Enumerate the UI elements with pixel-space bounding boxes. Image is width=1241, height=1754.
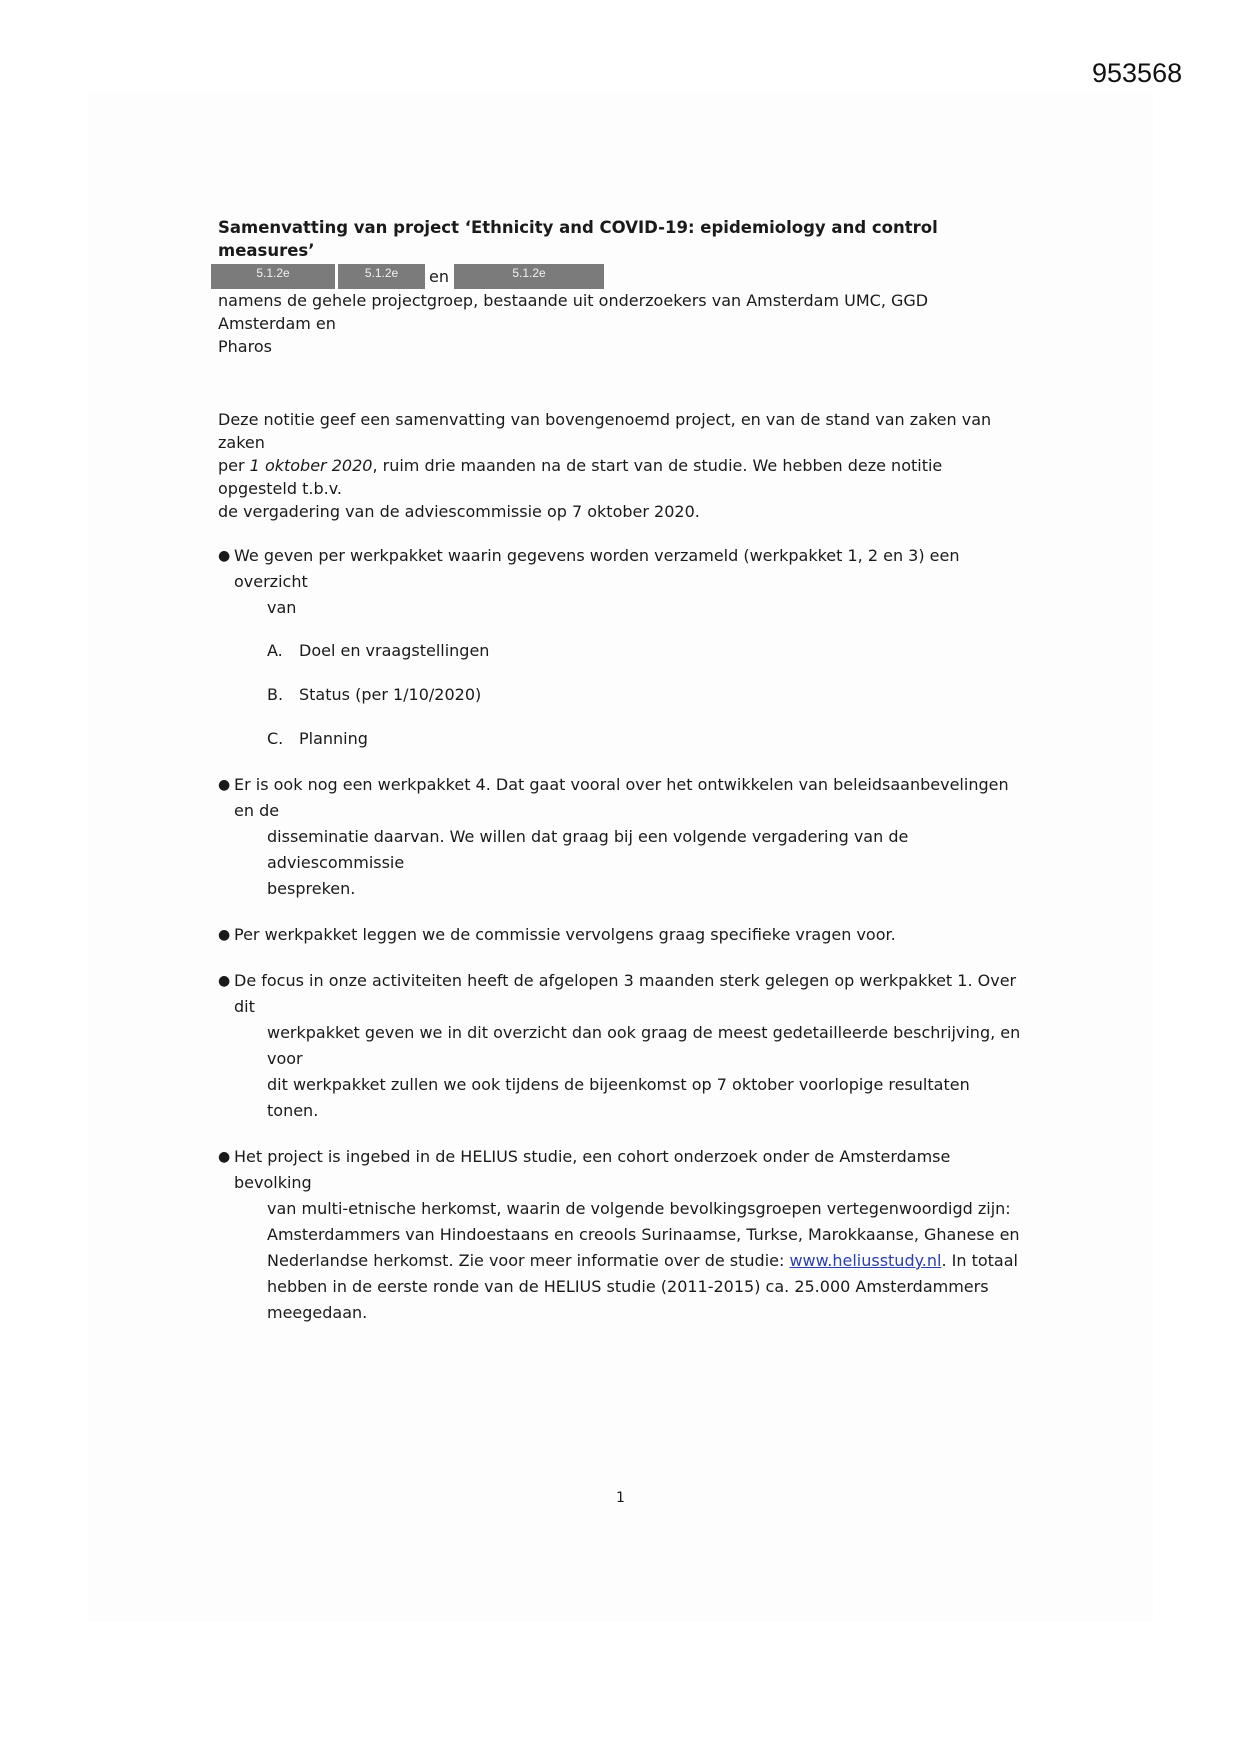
bullet-icon: ● <box>218 777 231 793</box>
document-title: Samenvatting van project ‘Ethnicity and COVID-19: epidemiology and control measures’ <box>218 218 938 260</box>
redaction-connector: en <box>429 267 449 286</box>
intro-paragraph: Deze notitie geef een samenvatting van bovengenoemd project, en van de stand van zaken van zaken per 1 oktober 2020, ruim drie maanden na de start van de studie. We hebben deze notitie opgesteld t.b.v. de vergadering van de adviescommissie op 7 oktober 2020. <box>218 410 992 521</box>
page-number: 1 <box>616 1490 625 1506</box>
bullet-item: ● Het project is ingebed in de HELIUS studie, een cohort onderzoek onder de Amsterdamse bevolking van multi-etnische herkomst, waarin de volgende bevolkingsgroepen vertegenwoordigd zijn: Amsterdammers van Hindoestaans en creools Surinaamse, Turkse, Marokkaanse, Ghanese en Nederlandse herkomst. Zie voor meer informatie over de studie: www.heliusstudy.nl. In totaal hebben in de eerste ronde van de HELIUS studie (2011-2015) ca. 25.000 Amsterdammers meegedaan. <box>218 1144 1024 1326</box>
author-redaction-row <box>218 264 1024 289</box>
document-body <box>218 216 1024 1326</box>
bullet-icon: ● <box>218 927 231 943</box>
bullet-item: ● Er is ook nog een werkpakket 4. Dat gaat vooral over het ontwikkelen van beleidsaanbevelingen en de disseminatie daarvan. We willen dat graag bij een volgende vergadering van de adviescommissie bespreken. <box>218 772 1024 902</box>
sub-list-item: A. Doel en vraagstellingen <box>267 641 490 660</box>
bullet-icon: ● <box>218 548 231 564</box>
bullet-icon: ● <box>218 1149 231 1165</box>
namens-line: namens de gehele projectgroep, bestaande uit onderzoekers van Amsterdam UMC, GGD Amsterdam en Pharos <box>218 291 929 356</box>
bullet-icon: ● <box>218 973 231 989</box>
redaction-box: 5.1.2e <box>211 264 335 289</box>
document-id: 953568 <box>1092 58 1183 88</box>
redaction-box: 5.1.2e <box>338 264 425 289</box>
bullet-item: ● Per werkpakket leggen we de commissie vervolgens graag specifieke vragen voor. <box>218 922 1024 948</box>
sub-list-item: C. Planning <box>267 729 368 748</box>
helius-study-link[interactable]: www.heliusstudy.nl <box>789 1251 942 1270</box>
sub-list <box>234 638 1024 752</box>
redaction-box: 5.1.2e <box>454 264 604 289</box>
sub-list-item: B. Status (per 1/10/2020) <box>267 685 482 704</box>
bullet-item: ● De focus in onze activiteiten heeft de afgelopen 3 maanden sterk gelegen op werkpakket 1. Over dit werkpakket geven we in dit overzicht dan ook graag de meest gedetailleerde beschrijving, en voor dit werkpakket zullen we ook tijdens de bijeenkomst op 7 oktober voorlopige resultaten tonen. <box>218 968 1024 1124</box>
bullet-item: ● We geven per werkpakket waarin gegevens worden verzameld (werkpakket 1, 2 en 3) een overzicht van A. Doel en vraagstellingen B. Status (per 1/10/2020) C. Planning <box>218 543 1024 752</box>
